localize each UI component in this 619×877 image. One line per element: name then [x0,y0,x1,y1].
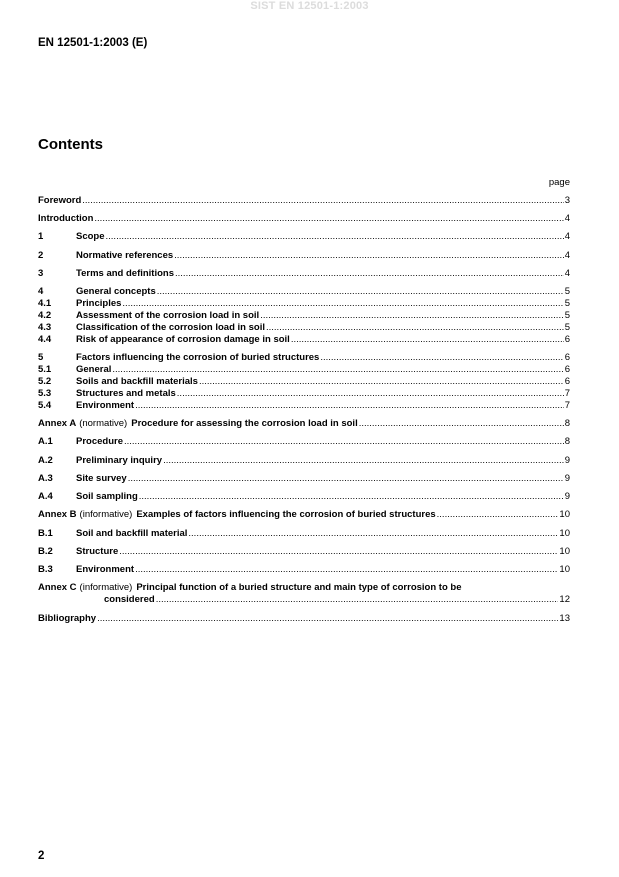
leader-dots [291,334,564,346]
toc-title: Terms and definitions [76,268,175,279]
leader-dots [174,250,564,262]
leader-dots [188,528,558,540]
toc-page: 9 [564,455,570,466]
leader-dots [156,594,559,606]
leader-dots [94,213,563,225]
toc-entry-3[interactable] [38,268,570,280]
leader-dots [97,613,558,625]
toc-number: 4.1 [38,298,52,309]
toc-page: 9 [564,473,570,484]
toc-entry-a-2[interactable] [38,455,570,467]
toc-number: 5 [38,352,44,363]
toc-number: A.1 [38,436,53,447]
toc-title: Structures and metals [76,388,176,399]
toc-number: 5.1 [38,364,52,375]
toc-number: A.4 [38,491,53,502]
toc-number: Annex B [38,509,77,520]
toc-title: Foreword [38,195,82,206]
toc-entry-annex-c[interactable] [38,582,570,594]
toc-page: 6 [564,376,570,387]
toc-number: 5.3 [38,388,52,399]
toc-title: Principles [76,298,122,309]
toc-title: Soil and backfill material [76,528,188,539]
toc-title: Environment [76,400,135,411]
leader-dots [139,491,564,503]
toc-title: Assessment of the corrosion load in soil [76,310,260,321]
toc-page: 5 [564,322,570,333]
toc-entry-annex-c-continued[interactable] [104,594,570,606]
toc-page: 13 [559,613,570,624]
toc-number: A.3 [38,473,53,484]
toc-title: Factors influencing the corrosion of buried structures [76,352,320,363]
toc-title: Scope [76,231,105,242]
toc-number: B.1 [38,528,53,539]
toc-entry-a-1[interactable] [38,436,570,448]
toc-title: Bibliography [38,613,97,624]
toc-title: Procedure [76,436,123,447]
toc-title: Preliminary inquiry [76,455,163,466]
leader-dots [359,418,564,430]
toc-page: 4 [564,213,570,224]
toc-page: 4 [564,231,570,242]
toc-entry-5-4[interactable] [38,400,570,412]
toc-entry-introduction[interactable] [38,213,570,225]
toc-number: 5.4 [38,400,52,411]
toc-page: 10 [559,546,570,557]
toc-title: Normative references [76,250,174,261]
leader-dots [157,286,564,298]
toc-entry-5-3[interactable] [38,388,570,400]
leader-dots [119,546,558,558]
toc-number: 1 [38,231,44,242]
toc-title: Environment [76,564,135,575]
toc-page: 5 [564,286,570,297]
toc-page: 8 [564,418,570,429]
toc-title: Structure [76,546,119,557]
toc-entry-b-3[interactable] [38,564,570,576]
watermark: SIST EN 12501-1:2003 [250,0,369,12]
leader-dots [112,364,563,376]
toc-number: 5.2 [38,376,52,387]
toc-entry-a-4[interactable] [38,491,570,503]
toc-entry-4-4[interactable] [38,334,570,346]
leader-dots [199,376,564,388]
leader-dots [135,400,564,412]
toc-page: 10 [559,509,570,520]
toc-title: Site survey [76,473,127,484]
toc-number: A.2 [38,455,53,466]
toc-page: 7 [564,400,570,411]
toc-number: 3 [38,268,44,279]
toc-entry-5-1[interactable] [38,364,570,376]
leader-dots [135,564,558,576]
toc-entry-4[interactable] [38,286,570,298]
toc-title: Examples of factors influencing the corrosion of buried structures [136,509,436,520]
toc-entry-4-1[interactable] [38,298,570,310]
toc-title-continued: considered [104,594,155,605]
leader-dots [163,455,564,467]
toc-page: 10 [559,528,570,539]
toc-number: 2 [38,250,44,261]
leader-dots [177,388,564,400]
toc-title: Soil sampling [76,491,138,502]
toc-title: Principal function of a buried structure and main type of corrosion to be [136,582,462,593]
toc-annex-type: (informative) [79,509,133,520]
toc-title: General concepts [76,286,156,297]
toc-page: 4 [564,250,570,261]
toc-entry-annex-a[interactable] [38,418,570,430]
toc-entry-b-2[interactable] [38,546,570,558]
leader-dots [122,298,563,310]
toc-annex-type: (normative) [79,418,128,429]
toc-page: 6 [564,352,570,363]
toc-page: 10 [559,564,570,575]
toc-annex-label [38,509,136,521]
toc-entry-1[interactable] [38,231,570,243]
toc-entry-a-3[interactable] [38,473,570,485]
toc-number: 4.3 [38,322,52,333]
toc-entry-annex-b[interactable] [38,509,570,521]
toc-entry-5[interactable] [38,352,570,364]
toc-page: 4 [564,268,570,279]
toc-annex-type: (informative) [79,582,133,593]
toc-title: Soils and backfill materials [76,376,198,387]
toc-page: 5 [564,310,570,321]
toc-number: B.3 [38,564,53,575]
leader-dots [124,436,564,448]
toc-title: Introduction [38,213,94,224]
leader-dots [437,509,559,521]
toc-annex-label [38,418,131,430]
toc-number: Annex A [38,418,77,429]
toc-entry-2[interactable] [38,250,570,262]
toc-title: Risk of appearance of corrosion damage in soil [76,334,290,345]
page-column-label: page [548,177,570,188]
toc-page: 3 [564,195,570,206]
toc-number: Annex C [38,582,77,593]
toc-page: 8 [564,436,570,447]
toc-entry-5-2[interactable] [38,376,570,388]
document-id: EN 12501-1:2003 (E) [38,37,148,49]
toc-page: 7 [564,388,570,399]
leader-dots [128,473,564,485]
leader-dots [260,310,564,322]
leader-dots [266,322,564,334]
toc-page: 6 [564,334,570,345]
toc-number: 4 [38,286,44,297]
leader-dots [82,195,563,207]
toc-entry-b-1[interactable] [38,528,570,540]
toc-entry-bibliography[interactable] [38,613,570,625]
toc-number: B.2 [38,546,53,557]
toc-title: General [76,364,112,375]
toc-title: Procedure for assessing the corrosion load in soil [131,418,358,429]
toc-annex-label [38,582,136,594]
toc-page: 5 [564,298,570,309]
contents-title: Contents [38,136,103,153]
toc-number: 4.2 [38,310,52,321]
toc-title: Classification of the corrosion load in soil [76,322,265,333]
page-number: 2 [38,850,45,862]
leader-dots [320,352,563,364]
toc-page: 6 [564,364,570,375]
toc-number: 4.4 [38,334,52,345]
leader-dots [106,231,564,243]
toc-entry-foreword[interactable] [38,195,570,207]
toc-page: 12 [559,594,570,605]
toc-page: 9 [564,491,570,502]
toc-entry-4-2[interactable] [38,310,570,322]
leader-dots [175,268,564,280]
toc-entry-4-3[interactable] [38,322,570,334]
